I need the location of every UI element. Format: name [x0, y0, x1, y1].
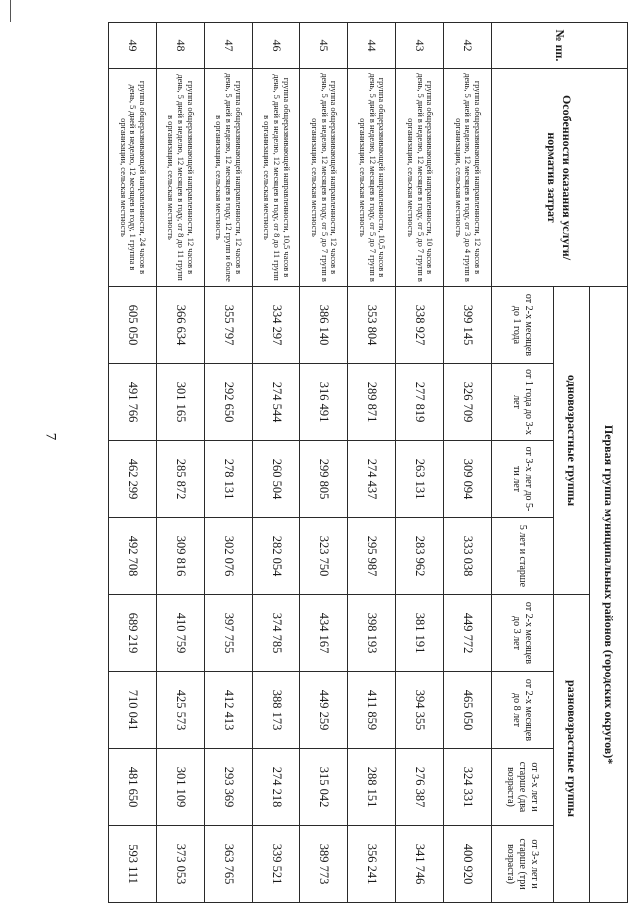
cell-value: 276 387 [396, 749, 444, 826]
cell-value: 491 766 [109, 364, 157, 441]
subheader-7: от 3-х лет и старше (три возраста) [492, 826, 554, 903]
row-number: 47 [204, 23, 252, 69]
cell-value: 410 759 [156, 595, 204, 672]
row-feature: группа общеразвивающей направленности, 24 часов в день, 5 дней в неделю, 12 месяцев в году, 1 группа в организации, сельская местность [109, 69, 157, 287]
cell-value: 411 859 [348, 672, 396, 749]
cell-value: 293 369 [204, 749, 252, 826]
cell-value: 710 041 [109, 672, 157, 749]
cell-value: 363 765 [204, 826, 252, 903]
cell-value: 299 805 [300, 441, 348, 518]
row-number: 45 [300, 23, 348, 69]
cell-value: 274 544 [252, 364, 300, 441]
cell-value: 283 962 [396, 518, 444, 595]
cell-value: 334 297 [252, 287, 300, 364]
subheader-3: 5 лет и старше [492, 518, 554, 595]
table-row [204, 23, 252, 903]
scan-artifact-line [10, 0, 11, 22]
cell-value: 315 042 [300, 749, 348, 826]
cell-value: 397 755 [204, 595, 252, 672]
table-row [252, 23, 300, 903]
cell-value: 288 151 [348, 749, 396, 826]
cell-value: 593 111 [109, 826, 157, 903]
row-feature: группа общеразвивающей направленности, 12 часов в день, 5 дней в неделю, 12 месяцев в году, от 8 до 11 групп в организации, сельская местность [156, 69, 204, 287]
cell-value: 462 299 [109, 441, 157, 518]
cell-value: 388 173 [252, 672, 300, 749]
row-feature: группа общеразвивающей направленности, 12 часов в день, 5 дней в неделю, 12 месяцев в году, от 5 до 7 групп в организации, сельская местность [300, 69, 348, 287]
row-feature: группа общеразвивающей направленности, 10,5 часов в день, 5 дней в неделю, 12 месяцев в году, от 8 до 11 групп в организации, сельская местность [252, 69, 300, 287]
page-number: 7 [42, 432, 59, 441]
cell-value: 386 140 [300, 287, 348, 364]
subheader-6: от 3-х лет и старше (два возраста) [492, 749, 554, 826]
table-row [444, 23, 492, 903]
cell-value: 326 709 [444, 364, 492, 441]
cost-norms-table [108, 22, 628, 903]
cell-value: 605 050 [109, 287, 157, 364]
cell-value: 381 191 [396, 595, 444, 672]
cell-value: 394 355 [396, 672, 444, 749]
cell-value: 425 573 [156, 672, 204, 749]
row-number: 49 [109, 23, 157, 69]
table-row [348, 23, 396, 903]
cell-value: 333 038 [444, 518, 492, 595]
cell-value: 356 241 [348, 826, 396, 903]
cell-value: 400 920 [444, 826, 492, 903]
row-number: 44 [348, 23, 396, 69]
cell-value: 412 413 [204, 672, 252, 749]
cell-value: 309 094 [444, 441, 492, 518]
header-features: Особенности оказания услуги/норматив затрат [492, 69, 628, 287]
cell-value: 301 165 [156, 364, 204, 441]
cell-value: 316 491 [300, 364, 348, 441]
cell-value: 449 772 [444, 595, 492, 672]
cell-value: 399 145 [444, 287, 492, 364]
table-row [109, 23, 157, 903]
row-number: 42 [444, 23, 492, 69]
cell-value: 338 927 [396, 287, 444, 364]
cell-value: 289 871 [348, 364, 396, 441]
subheader-1: от 1 года до 3-х лет [492, 364, 554, 441]
cell-value: 277 819 [396, 364, 444, 441]
subheader-0: от 2-х месяцев до 1 года [492, 287, 554, 364]
cell-value: 465 050 [444, 672, 492, 749]
subheader-4: от 2-х месяцев до 3 лет [492, 595, 554, 672]
subheader-5: от 2-х месяцев до 8 лет [492, 672, 554, 749]
cell-value: 353 804 [348, 287, 396, 364]
cell-value: 323 750 [300, 518, 348, 595]
cell-value: 373 053 [156, 826, 204, 903]
cell-value: 355 797 [204, 287, 252, 364]
cell-value: 263 131 [396, 441, 444, 518]
row-feature: группа общеразвивающей направленности, 12 часов в день, 5 дней в неделю, 12 месяцев в году, 12 групп и более в организации, сельская местность [204, 69, 252, 287]
cell-value: 389 773 [300, 826, 348, 903]
header-number: № пп. [492, 23, 628, 69]
table-row [156, 23, 204, 903]
cell-value: 481 650 [109, 749, 157, 826]
cell-value: 301 109 [156, 749, 204, 826]
header-mixed-age: разновозрастные группы [554, 595, 590, 903]
row-feature: группа общеразвивающей направленности, 10 часов в день, 5 дней в неделю, 12 месяцев в году, от 5 до 7 групп в организации, сельская местность [396, 69, 444, 287]
cell-value: 324 331 [444, 749, 492, 826]
table-row [396, 23, 444, 903]
cell-value: 282 054 [252, 518, 300, 595]
cell-value: 492 708 [109, 518, 157, 595]
cell-value: 374 785 [252, 595, 300, 672]
row-feature: группа общеразвивающей направленности, 10,5 часов в день, 5 дней в неделю, 12 месяцев в году, от 5 до 7 групп в организации, сельская местность [348, 69, 396, 287]
cell-value: 295 987 [348, 518, 396, 595]
cell-value: 449 259 [300, 672, 348, 749]
subheader-2: от 3-х лет до 5-ти лет [492, 441, 554, 518]
cell-value: 302 076 [204, 518, 252, 595]
cell-value: 274 437 [348, 441, 396, 518]
cell-value: 398 193 [348, 595, 396, 672]
row-feature: группа общеразвивающей направленности, 12 часов в день, 5 дней в неделю, 12 месяцев в году, от 3 до 4 групп в организации, сельская местность [444, 69, 492, 287]
cell-value: 260 504 [252, 441, 300, 518]
table-row [300, 23, 348, 903]
cell-value: 274 218 [252, 749, 300, 826]
rotated-table-container [108, 22, 628, 902]
cell-value: 309 816 [156, 518, 204, 595]
cell-value: 434 167 [300, 595, 348, 672]
row-number: 48 [156, 23, 204, 69]
cell-value: 278 131 [204, 441, 252, 518]
header-group-title: Первая группа муниципальных районов (городских округов)* [590, 287, 628, 903]
cell-value: 689 219 [109, 595, 157, 672]
row-number: 43 [396, 23, 444, 69]
cell-value: 341 746 [396, 826, 444, 903]
cell-value: 339 521 [252, 826, 300, 903]
row-number: 46 [252, 23, 300, 69]
cell-value: 292 650 [204, 364, 252, 441]
cell-value: 366 634 [156, 287, 204, 364]
header-single-age: одновозрастные группы [554, 287, 590, 595]
cell-value: 285 872 [156, 441, 204, 518]
